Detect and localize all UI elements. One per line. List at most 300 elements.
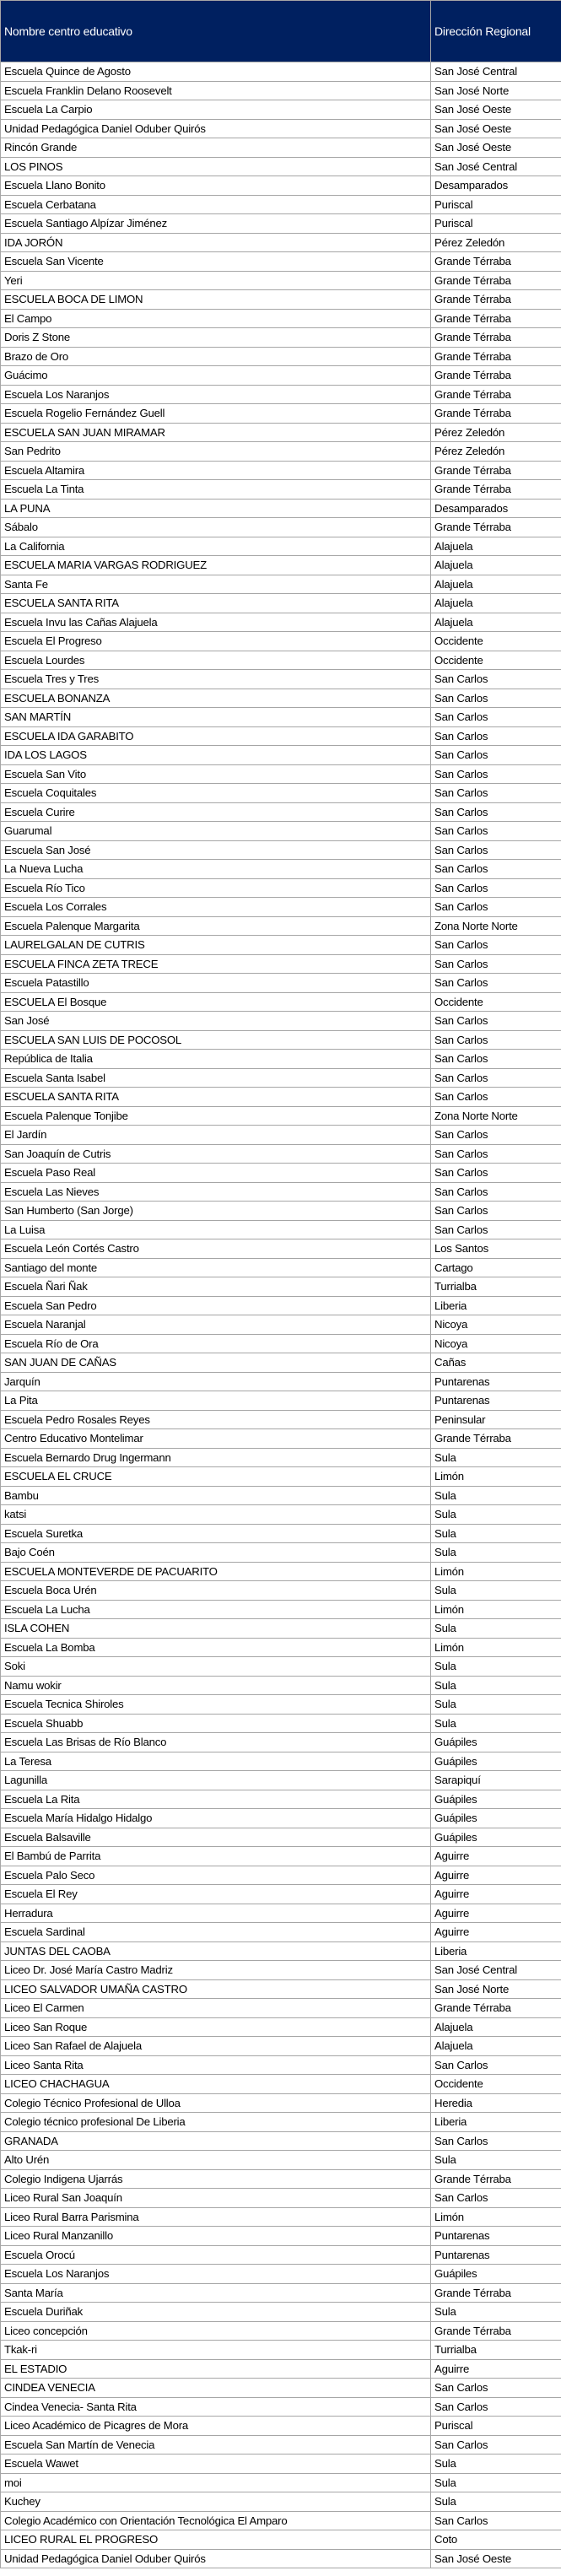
table-row — [1, 1828, 561, 1847]
school-name-cell: Jarquín — [1, 1372, 431, 1391]
header-row — [1, 1, 561, 62]
regional-direction-cell: Alajuela — [431, 575, 561, 594]
regional-direction-cell: San Carlos — [431, 2379, 561, 2398]
regional-direction-cell: San Carlos — [431, 822, 561, 841]
regional-direction-cell: Limón — [431, 1638, 561, 1657]
school-name-cell: Unidad Pedagógica Daniel Oduber Quirós — [1, 119, 431, 138]
school-name-cell: Tkak-ri — [1, 2341, 431, 2360]
regional-direction-cell: San Carlos — [431, 689, 561, 708]
regional-direction-cell: Grande Térraba — [431, 1429, 561, 1449]
school-name-cell: Escuela Pedro Rosales Reyes — [1, 1410, 431, 1429]
regional-direction-cell: Grande Térraba — [431, 328, 561, 348]
regional-direction-cell: Grande Térraba — [431, 309, 561, 328]
school-name-cell: Escuela Palenque Margarita — [1, 916, 431, 936]
table-row — [1, 632, 561, 651]
regional-direction-cell: Limón — [431, 1562, 561, 1581]
regional-direction-cell: Liberia — [431, 1296, 561, 1315]
table-row — [1, 62, 561, 82]
regional-direction-cell: Sula — [431, 2303, 561, 2322]
school-name-cell: Escuela Invu las Cañas Alajuela — [1, 613, 431, 632]
regional-direction-cell: San Carlos — [431, 2511, 561, 2530]
school-name-cell: ESCUELA SANTA RITA — [1, 1088, 431, 1107]
school-name-cell: ESCUELA MONTEVERDE DE PACUARITO — [1, 1562, 431, 1581]
school-name-cell: Soki — [1, 1657, 431, 1677]
regional-direction-cell: Nicoya — [431, 1334, 561, 1353]
school-name-cell: ESCUELA EL CRUCE — [1, 1467, 431, 1487]
table-row — [1, 1467, 561, 1487]
school-name-cell: Unidad Pedagógica Daniel Oduber Quirós — [1, 2549, 431, 2568]
school-name-cell: Escuela Las Brisas de Río Blanco — [1, 1733, 431, 1752]
school-name-cell: IDA LOS LAGOS — [1, 746, 431, 765]
school-name-cell: CINDEA VENECIA — [1, 2379, 431, 2398]
table-row — [1, 1695, 561, 1715]
table-row — [1, 423, 561, 442]
regional-direction-cell: Sula — [431, 1676, 561, 1695]
table-row — [1, 2169, 561, 2189]
school-name-cell: ESCUELA SANTA RITA — [1, 594, 431, 613]
table-row — [1, 195, 561, 214]
school-name-cell: Escuela Wawet — [1, 2454, 431, 2474]
table-row — [1, 1866, 561, 1885]
table-row — [1, 1012, 561, 1031]
regional-direction-cell: Occidente — [431, 632, 561, 651]
regional-direction-cell: Cartago — [431, 1258, 561, 1277]
school-name-cell: EL ESTADIO — [1, 2359, 431, 2379]
regional-direction-cell: San Carlos — [431, 784, 561, 803]
table-row — [1, 309, 561, 328]
regional-direction-cell: Aguirre — [431, 1885, 561, 1904]
table-row — [1, 1372, 561, 1391]
school-name-cell: katsi — [1, 1505, 431, 1525]
regional-direction-cell: Aguirre — [431, 2359, 561, 2379]
regional-direction-cell: San Carlos — [431, 1012, 561, 1031]
regional-direction-cell: San José Central — [431, 1961, 561, 1980]
school-name-cell: Sábalo — [1, 518, 431, 537]
table-row — [1, 2454, 561, 2474]
table-row — [1, 936, 561, 955]
regional-direction-cell: Aguirre — [431, 1904, 561, 1923]
table-row — [1, 1182, 561, 1202]
school-name-cell: SAN MARTÍN — [1, 708, 431, 727]
regional-direction-cell: Sula — [431, 2492, 561, 2512]
school-name-cell: Escuela Los Naranjos — [1, 2265, 431, 2284]
school-name-cell: El Bambú de Parrita — [1, 1847, 431, 1866]
school-name-cell: Escuela Santa Isabel — [1, 1068, 431, 1088]
table-row — [1, 1847, 561, 1866]
regional-direction-cell: San Carlos — [431, 1220, 561, 1239]
table-row — [1, 1961, 561, 1980]
regional-direction-cell: San Carlos — [431, 726, 561, 746]
table-row — [1, 2417, 561, 2436]
table-row — [1, 2055, 561, 2075]
school-name-cell: Santa María — [1, 2283, 431, 2303]
table-row — [1, 2113, 561, 2132]
table-row — [1, 2151, 561, 2170]
school-name-cell: Escuela La Tinta — [1, 480, 431, 500]
table-row — [1, 708, 561, 727]
school-name-cell: IDA JORÓN — [1, 233, 431, 252]
table-row — [1, 2037, 561, 2056]
regional-direction-cell: Occidente — [431, 992, 561, 1012]
table-row — [1, 1524, 561, 1543]
school-name-cell: Escuela Duriñak — [1, 2303, 431, 2322]
table-row — [1, 2379, 561, 2398]
school-name-cell: LAURELGALAN DE CUTRIS — [1, 936, 431, 955]
school-name-cell: Escuela Las Nieves — [1, 1182, 431, 1202]
regional-direction-cell: Desamparados — [431, 176, 561, 196]
table-row — [1, 1050, 561, 1069]
regional-direction-cell: Puriscal — [431, 195, 561, 214]
table-row — [1, 1543, 561, 1563]
table-row — [1, 2227, 561, 2246]
table-row — [1, 840, 561, 860]
school-name-cell: Rincón Grande — [1, 138, 431, 158]
table-row — [1, 81, 561, 100]
regional-direction-cell: Puntarenas — [431, 2245, 561, 2265]
table-row — [1, 1429, 561, 1449]
school-name-cell: Liceo Rural Barra Parismina — [1, 2207, 431, 2227]
regional-direction-cell: Sula — [431, 1448, 561, 1467]
table-row — [1, 556, 561, 575]
regional-direction-cell: Coto — [431, 2530, 561, 2550]
regional-direction-cell: Desamparados — [431, 499, 561, 518]
regional-direction-cell: Sula — [431, 2473, 561, 2492]
regional-direction-cell: Limón — [431, 1600, 561, 1619]
table-row — [1, 1771, 561, 1790]
regional-direction-cell: Guápiles — [431, 2265, 561, 2284]
school-name-cell: Escuela Bernardo Drug Ingermann — [1, 1448, 431, 1467]
regional-direction-cell: Pérez Zeledón — [431, 442, 561, 462]
school-name-cell: Bajo Coén — [1, 1543, 431, 1563]
table-row — [1, 1068, 561, 1088]
school-name-cell: Escuela Cerbatana — [1, 195, 431, 214]
table-row — [1, 2283, 561, 2303]
regional-direction-cell: Grande Térraba — [431, 461, 561, 480]
school-name-cell: Escuela La Rita — [1, 1790, 431, 1809]
regional-direction-cell: Cañas — [431, 1353, 561, 1373]
school-name-cell: Escuela Tecnica Shiroles — [1, 1695, 431, 1715]
school-name-cell: Liceo Rural San Joaquín — [1, 2189, 431, 2208]
table-row — [1, 1733, 561, 1752]
table-row — [1, 1638, 561, 1657]
regional-direction-cell: Sula — [431, 1486, 561, 1505]
school-name-cell: JUNTAS DEL CAOBA — [1, 1941, 431, 1961]
table-row — [1, 1923, 561, 1942]
school-name-cell: Yeri — [1, 271, 431, 290]
regional-direction-cell: Grande Térraba — [431, 252, 561, 272]
regional-direction-cell: Sarapiquí — [431, 1771, 561, 1790]
table-row — [1, 1164, 561, 1183]
school-name-cell: Escuela Altamira — [1, 461, 431, 480]
regional-direction-cell: Puntarenas — [431, 1372, 561, 1391]
table-row — [1, 2265, 561, 2284]
regional-direction-cell: Grande Térraba — [431, 366, 561, 386]
regional-direction-cell: Guápiles — [431, 1752, 561, 1771]
table-row — [1, 802, 561, 822]
regional-direction-cell: Alajuela — [431, 2037, 561, 2056]
regional-direction-cell: San José Oeste — [431, 119, 561, 138]
table-row — [1, 1581, 561, 1601]
table-row — [1, 233, 561, 252]
regional-direction-cell: Alajuela — [431, 556, 561, 575]
table-row — [1, 252, 561, 272]
table-row — [1, 916, 561, 936]
regional-direction-cell: Sula — [431, 1619, 561, 1639]
regional-direction-cell: San Carlos — [431, 2055, 561, 2075]
school-name-cell: SAN JUAN DE CAÑAS — [1, 1353, 431, 1373]
table-row — [1, 1334, 561, 1353]
table-row — [1, 2341, 561, 2360]
school-name-cell: Liceo Académico de Picagres de Mora — [1, 2417, 431, 2436]
regional-direction-cell: Grande Térraba — [431, 2321, 561, 2341]
table-row — [1, 860, 561, 879]
school-name-cell: Herradura — [1, 1904, 431, 1923]
school-name-cell: La California — [1, 537, 431, 556]
regional-direction-cell: Sula — [431, 1695, 561, 1715]
school-name-cell: Escuela Palo Seco — [1, 1866, 431, 1885]
regional-direction-cell: Occidente — [431, 651, 561, 670]
table-row — [1, 575, 561, 594]
regional-direction-cell: San Carlos — [431, 1144, 561, 1164]
school-name-cell: Escuela San Vicente — [1, 252, 431, 272]
regional-direction-cell: Puntarenas — [431, 2227, 561, 2246]
regional-direction-cell: Sula — [431, 1524, 561, 1543]
regional-direction-cell: Liberia — [431, 2113, 561, 2132]
table-row — [1, 2017, 561, 2037]
regional-direction-cell: Pérez Zeledón — [431, 233, 561, 252]
regional-direction-cell: San Carlos — [431, 1164, 561, 1183]
school-name-cell: Escuela Ñari Ñak — [1, 1277, 431, 1297]
school-name-cell: Escuela Los Corrales — [1, 898, 431, 917]
table-row — [1, 764, 561, 784]
regional-direction-cell: San Carlos — [431, 1202, 561, 1221]
regional-direction-cell: Grande Térraba — [431, 480, 561, 500]
regional-direction-cell: San Carlos — [431, 1088, 561, 1107]
table-row — [1, 1600, 561, 1619]
table-row — [1, 1676, 561, 1695]
table-row — [1, 1562, 561, 1581]
school-name-cell: San Pedrito — [1, 442, 431, 462]
regional-direction-cell: Limón — [431, 1467, 561, 1487]
school-name-cell: La Nueva Lucha — [1, 860, 431, 879]
school-name-cell: Escuela León Cortés Castro — [1, 1239, 431, 1259]
table-row — [1, 2303, 561, 2322]
school-name-cell: Colegio Técnico Profesional de Ulloa — [1, 2093, 431, 2113]
school-name-cell: LA PUNA — [1, 499, 431, 518]
school-name-cell: Liceo Dr. José María Castro Madriz — [1, 1961, 431, 1980]
table-row — [1, 954, 561, 974]
table-row — [1, 1410, 561, 1429]
table-row — [1, 328, 561, 348]
regional-direction-cell: Heredia — [431, 2093, 561, 2113]
regional-direction-cell: San Carlos — [431, 2435, 561, 2454]
table-row — [1, 1486, 561, 1505]
regional-direction-cell: Guápiles — [431, 1809, 561, 1828]
table-row — [1, 974, 561, 993]
table-row — [1, 670, 561, 689]
school-name-cell: Escuela Sardinal — [1, 1923, 431, 1942]
school-name-cell: Escuela Boca Urén — [1, 1581, 431, 1601]
table-row — [1, 157, 561, 176]
table-row — [1, 1353, 561, 1373]
table-row — [1, 461, 561, 480]
regional-direction-cell: Aguirre — [431, 1866, 561, 1885]
table-row — [1, 176, 561, 196]
regional-direction-cell: Zona Norte Norte — [431, 916, 561, 936]
school-name-cell: Escuela Quince de Agosto — [1, 62, 431, 82]
school-name-cell: ESCUELA IDA GARABITO — [1, 726, 431, 746]
header-school-name: Nombre centro educativo — [1, 1, 431, 62]
table-row — [1, 385, 561, 404]
school-name-cell: Escuela San José — [1, 840, 431, 860]
regional-direction-cell: Limón — [431, 2207, 561, 2227]
table-row — [1, 594, 561, 613]
table-row — [1, 214, 561, 234]
regional-direction-cell: Sula — [431, 1581, 561, 1601]
regional-direction-cell: Grande Térraba — [431, 290, 561, 310]
school-name-cell: Liceo Rural Manzanillo — [1, 2227, 431, 2246]
school-name-cell: Escuela Río Tico — [1, 878, 431, 898]
regional-direction-cell: Los Santos — [431, 1239, 561, 1259]
regional-direction-cell: Nicoya — [431, 1315, 561, 1335]
regional-direction-cell: Puriscal — [431, 2417, 561, 2436]
school-name-cell: Escuela San Martín de Venecia — [1, 2435, 431, 2454]
school-name-cell: La Luisa — [1, 1220, 431, 1239]
regional-direction-cell: Turrialba — [431, 2341, 561, 2360]
school-name-cell: La Teresa — [1, 1752, 431, 1771]
table-row — [1, 1106, 561, 1126]
regional-direction-cell: Alajuela — [431, 537, 561, 556]
school-name-cell: Escuela Shuabb — [1, 1714, 431, 1733]
school-name-cell: El Jardín — [1, 1126, 431, 1145]
school-name-cell: Guácimo — [1, 366, 431, 386]
regional-direction-cell: Sula — [431, 1543, 561, 1563]
table-row — [1, 1657, 561, 1677]
regional-direction-cell: Grande Térraba — [431, 2283, 561, 2303]
regional-direction-cell: San Carlos — [431, 840, 561, 860]
regional-direction-cell: Grande Térraba — [431, 404, 561, 424]
school-name-cell: LOS PINOS — [1, 157, 431, 176]
table-row — [1, 689, 561, 708]
table-row — [1, 480, 561, 500]
regional-direction-cell: San José Oeste — [431, 2549, 561, 2568]
school-name-cell: Doris Z Stone — [1, 328, 431, 348]
regional-direction-cell: San Carlos — [431, 974, 561, 993]
regional-direction-cell: San José Central — [431, 62, 561, 82]
school-name-cell: Lagunilla — [1, 1771, 431, 1790]
regional-direction-cell: Guápiles — [431, 1828, 561, 1847]
regional-direction-cell: San Carlos — [431, 954, 561, 974]
table-row — [1, 499, 561, 518]
regional-direction-cell: Sula — [431, 1505, 561, 1525]
table-row — [1, 1030, 561, 1050]
table-row — [1, 992, 561, 1012]
table-row — [1, 1144, 561, 1164]
school-name-cell: ESCUELA MARIA VARGAS RODRIGUEZ — [1, 556, 431, 575]
table-row — [1, 1296, 561, 1315]
school-name-cell: moi — [1, 2473, 431, 2492]
school-name-cell: Escuela Lourdes — [1, 651, 431, 670]
school-name-cell: Escuela Río de Ora — [1, 1334, 431, 1353]
regional-direction-cell: Alajuela — [431, 2017, 561, 2037]
table-row — [1, 518, 561, 537]
school-name-cell: LICEO SALVADOR UMAÑA CASTRO — [1, 1979, 431, 1999]
regional-direction-cell: Alajuela — [431, 613, 561, 632]
regional-direction-cell: San Carlos — [431, 1068, 561, 1088]
table-row — [1, 442, 561, 462]
table-row — [1, 2245, 561, 2265]
school-name-cell: Cindea Venecia- Santa Rita — [1, 2397, 431, 2417]
school-name-cell: Escuela Palenque Tonjibe — [1, 1106, 431, 1126]
school-name-cell: Escuela San Vito — [1, 764, 431, 784]
school-name-cell: Escuela La Carpio — [1, 100, 431, 120]
school-name-cell: Colegio Académico con Orientación Tecnológica El Amparo — [1, 2511, 431, 2530]
table-row — [1, 898, 561, 917]
table-row — [1, 1999, 561, 2018]
table-row — [1, 2435, 561, 2454]
school-name-cell: Escuela Santiago Alpízar Jiménez — [1, 214, 431, 234]
school-name-cell: Escuela La Bomba — [1, 1638, 431, 1657]
table-row — [1, 1505, 561, 1525]
school-name-cell: La Pita — [1, 1391, 431, 1411]
school-name-cell: Bambu — [1, 1486, 431, 1505]
table-row — [1, 822, 561, 841]
regional-direction-cell: Aguirre — [431, 1923, 561, 1942]
table-row — [1, 1277, 561, 1297]
school-name-cell: Liceo El Carmen — [1, 1999, 431, 2018]
table-row — [1, 784, 561, 803]
table-row — [1, 651, 561, 670]
regional-direction-cell: San Carlos — [431, 2131, 561, 2151]
school-name-cell: GRANADA — [1, 2131, 431, 2151]
school-name-cell: ESCUELA BOCA DE LIMON — [1, 290, 431, 310]
table-row — [1, 1885, 561, 1904]
table-row — [1, 1941, 561, 1961]
table-row — [1, 1239, 561, 1259]
school-name-cell: Guarumal — [1, 822, 431, 841]
regional-direction-cell: Grande Térraba — [431, 385, 561, 404]
table-row — [1, 2207, 561, 2227]
regional-direction-cell: San José Oeste — [431, 100, 561, 120]
table-row — [1, 1904, 561, 1923]
school-name-cell: Escuela Rogelio Fernández Guell — [1, 404, 431, 424]
table-row — [1, 1258, 561, 1277]
table-row — [1, 404, 561, 424]
school-name-cell: Escuela La Lucha — [1, 1600, 431, 1619]
table-row — [1, 2511, 561, 2530]
school-name-cell: Escuela Paso Real — [1, 1164, 431, 1183]
regional-direction-cell: San Carlos — [431, 2189, 561, 2208]
table-row — [1, 119, 561, 138]
table-row — [1, 1752, 561, 1771]
table-row — [1, 1220, 561, 1239]
school-name-cell: Escuela Balsaville — [1, 1828, 431, 1847]
table-row — [1, 2530, 561, 2550]
school-name-cell: Santa Fe — [1, 575, 431, 594]
regional-direction-cell: San Carlos — [431, 708, 561, 727]
table-row — [1, 138, 561, 158]
regional-direction-cell: San Carlos — [431, 746, 561, 765]
school-name-cell: ESCUELA FINCA ZETA TRECE — [1, 954, 431, 974]
table-row — [1, 537, 561, 556]
table-body — [1, 62, 561, 2568]
school-name-cell: Escuela Los Naranjos — [1, 385, 431, 404]
table-row — [1, 2189, 561, 2208]
regional-direction-cell: Sula — [431, 2151, 561, 2170]
regional-direction-cell: Sula — [431, 2454, 561, 2474]
school-name-cell: Liceo concepción — [1, 2321, 431, 2341]
regional-direction-cell: San José Norte — [431, 1979, 561, 1999]
